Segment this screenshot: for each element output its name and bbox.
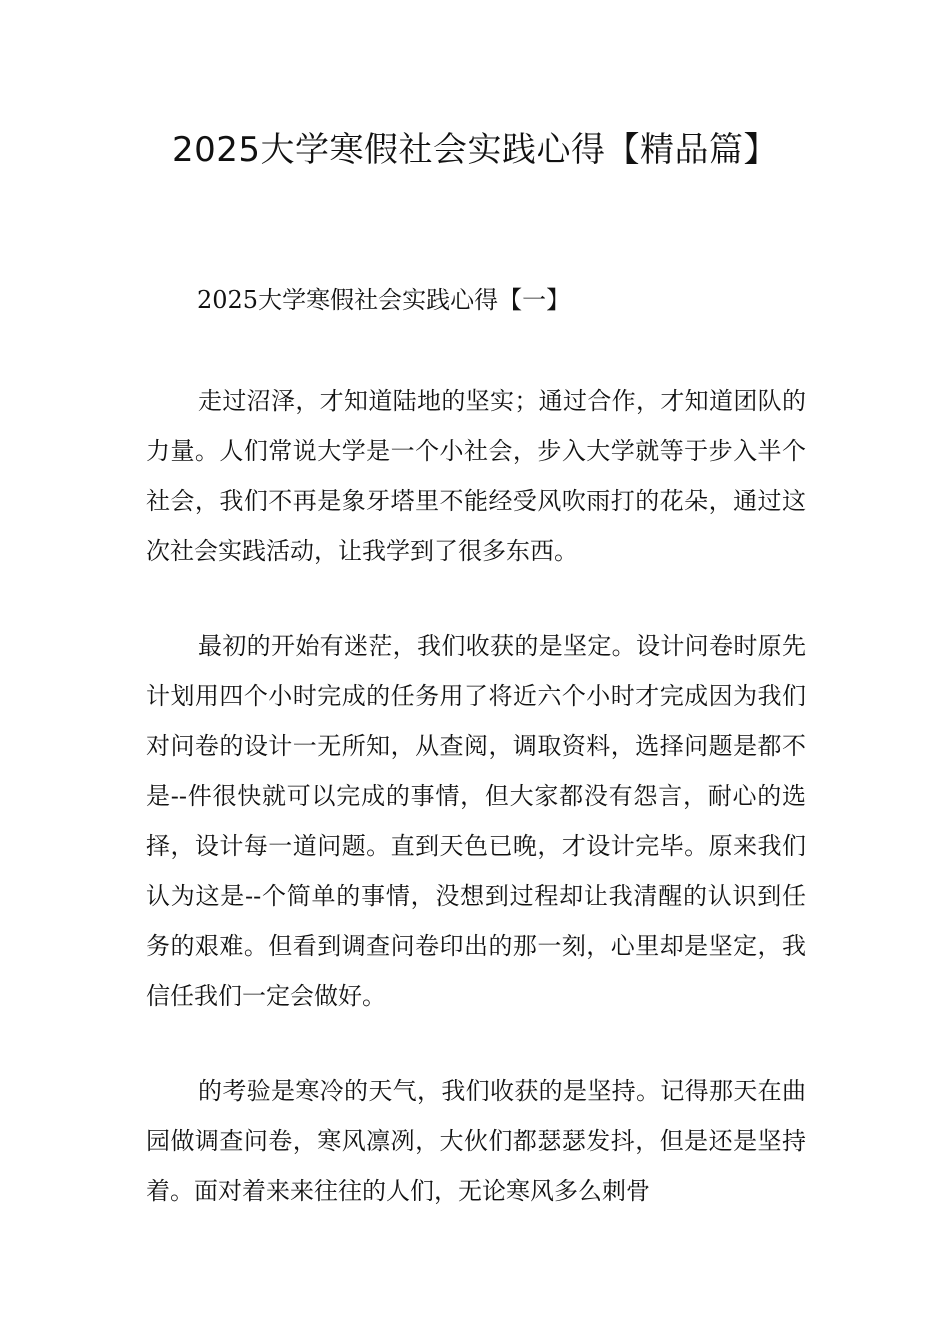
document-title: 2025大学寒假社会实践心得【精品篇】 xyxy=(171,130,779,170)
paragraph-2: 最初的开始有迷茫，我们收获的是坚定。设计问卷时原先计划用四个小时完成的任务用了将近六个小时才完成因为我们对问卷的设计一无所知，从查阅，调取资料，选择问题是都不是--件很快就可以完成的事情，但大家都没有怨言，耐心的选择，设计每一道问题。直到天色已晚，才设计完毕。原来我们认为这是--个简单的事情，没想到过程却让我清醒的认识到任务的艰难。但看到调查问卷印出的那一刻，心里却是坚定，我信任我们一定会做好。 xyxy=(146,632,806,1010)
paragraph-1: 走过沼泽，才知道陆地的坚实；通过合作，才知道团队的力量。人们常说大学是一个小社会，步入大学就等于步入半个社会，我们不再是象牙塔里不能经受风吹雨打的花朵，通过这次社会实践活动，让我学到了很多东西。 xyxy=(146,387,806,565)
paragraph-3: 的考验是寒冷的天气，我们收获的是坚持。记得那天在曲园做调查问卷，寒风凛冽，大伙们都瑟瑟发抖，但是还是坚持着。面对着来来往往的人们，无论寒风多么刺骨 xyxy=(146,1077,806,1205)
section-heading: 2025大学寒假社会实践心得【一】 xyxy=(197,286,571,314)
document-body xyxy=(146,376,806,1261)
